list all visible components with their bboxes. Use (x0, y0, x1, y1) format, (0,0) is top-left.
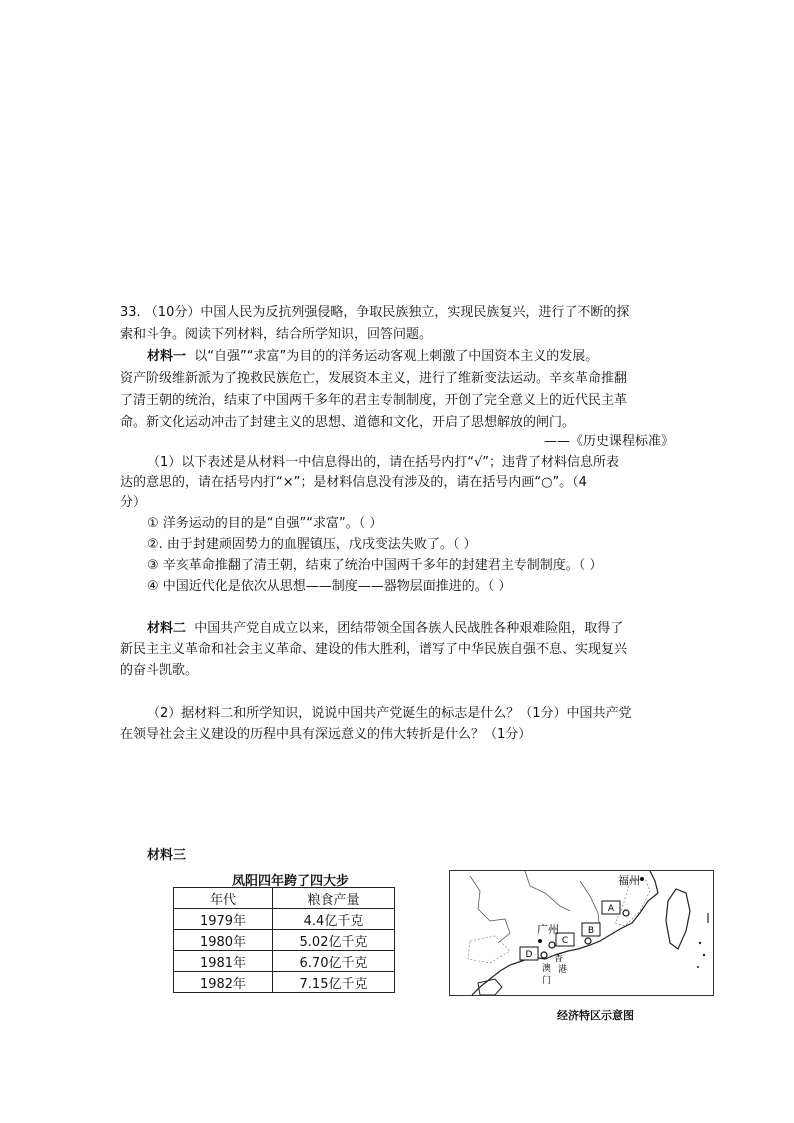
island-dot (703, 954, 705, 956)
sez-map (449, 870, 714, 996)
city-dot-D (541, 952, 547, 958)
city-dot-guangzhou (538, 939, 542, 943)
q1-line-3: 分） (120, 495, 147, 510)
material3-label: 材料三 (147, 848, 187, 863)
inland-hatch (468, 936, 510, 963)
table-cell-output: 7.15亿千克 (273, 972, 395, 993)
material1-source: ——《历史课程标准》 (543, 434, 674, 449)
city-dot-B (585, 938, 591, 944)
material2-line-1 (147, 620, 623, 638)
table-row (174, 951, 395, 972)
material2-line-3: 的奋斗凯歌。 (120, 663, 199, 678)
material1-line-1 (147, 348, 598, 366)
label-xianggang-2: 港 (558, 965, 568, 975)
material1-label: 材料一 (147, 349, 187, 364)
table-cell-year: 1981年 (174, 951, 273, 972)
taiwan-island (666, 889, 690, 949)
material1-line-3: 了清王朝的统治，结束了中国两千多年的君主专制制度，开创了完全意义上的近代民主革 (120, 393, 628, 408)
table-header-year: 年代 (174, 888, 273, 909)
question-stem-line-1: 33. （10分）中国人民为反抗列强侵略，争取民族独立，实现民族复兴，进行了不断的探 (120, 305, 630, 320)
table-cell-output: 5.02亿千克 (273, 930, 395, 951)
q1-item-4: ④ 中国近代化是依次从思想——制度——器物层面推进的。（ ） (147, 579, 512, 594)
city-dot-fuzhou (640, 877, 644, 881)
table-header-row (174, 888, 395, 909)
map-caption: 经济特区示意图 (557, 1009, 634, 1022)
label-guangzhou: 广州 (537, 923, 559, 936)
table-cell-year: 1982年 (174, 972, 273, 993)
table-row (174, 972, 395, 993)
material1-text: 以“自强”“求富”为目的的洋务运动客观上刺激了中国资本主义的发展。 (194, 349, 599, 364)
table-cell-output: 4.4亿千克 (273, 909, 395, 930)
material2-text: 中国共产党自成立以来，团结带领全国各族人民战胜各种艰难险阻，取得了 (194, 621, 624, 636)
label-aomen-2: 门 (542, 976, 552, 986)
q1-item-3: ③ 辛亥革命推翻了清王朝，结束了统治中国两千多年的封建君主专制制度。（ ） (147, 558, 603, 573)
q2-line-2: 在领导社会主义建设的历程中具有深远意义的伟大转折是什么？（1分） (120, 727, 532, 742)
q1-item-2: ②. 由于封建顽固势力的血腥镇压，戊戌变法失败了。（ ） (147, 537, 477, 552)
label-A: A (607, 904, 615, 914)
label-C: C (561, 936, 569, 946)
island-dot (697, 966, 699, 968)
q1-line-2: 达的意思的，请在括号内打“×”；是材料信息没有涉及的，请在括号内画“○”。（4 (120, 475, 587, 490)
q1-item-1: ① 洋务运动的目的是“自强”“求富”。（ ） (147, 516, 383, 531)
table-header-output: 粮食产量 (273, 888, 395, 909)
material2-label: 材料二 (147, 621, 187, 636)
material1-line-4: 命。新文化运动冲击了封建主义的思想、道德和文化，开启了思想解放的闸门。 (120, 415, 576, 430)
q2-line-1: （2）据材料二和所学知识，说说中国共产党诞生的标志是什么？（1分）中国共产党 (147, 706, 632, 721)
table-row (174, 909, 395, 930)
label-xianggang-1: 香 (554, 954, 564, 964)
table-cell-output: 6.70亿千克 (273, 951, 395, 972)
province-border-2 (525, 871, 570, 911)
province-border-1 (470, 876, 510, 943)
table-cell-year: 1979年 (174, 909, 273, 930)
table-cell-year: 1980年 (174, 930, 273, 951)
city-dot-A (623, 910, 629, 916)
q1-line-1: （1）以下表述是从材料一中信息得出的，请在括号内打“√”；违背了材料信息所表 (147, 455, 620, 470)
material1-line-2: 资产阶级维新派为了挽救民族危亡，发展资本主义，进行了维新变法运动。辛亥革命推翻 (120, 371, 628, 386)
sez-map-drawing (450, 871, 713, 995)
label-fuzhou: 福州 (618, 874, 640, 887)
island-dot (699, 942, 701, 944)
label-B: B (587, 926, 595, 936)
grain-table (173, 887, 395, 993)
table-row (174, 930, 395, 951)
question-stem-line-2: 索和斗争。阅读下列材料，结合所学知识，回答问题。 (120, 327, 433, 342)
material2-line-2: 新民主主义革命和社会主义革命、建设的伟大胜利，谱写了中华民族自强不息、实现复兴 (120, 642, 628, 657)
city-dot-C (549, 942, 555, 948)
label-D: D (525, 950, 533, 960)
hainan-island (478, 979, 502, 995)
label-aomen-1: 澳 (542, 964, 552, 974)
grain-table-title: 凤阳四年跨了四大步 (232, 874, 350, 889)
